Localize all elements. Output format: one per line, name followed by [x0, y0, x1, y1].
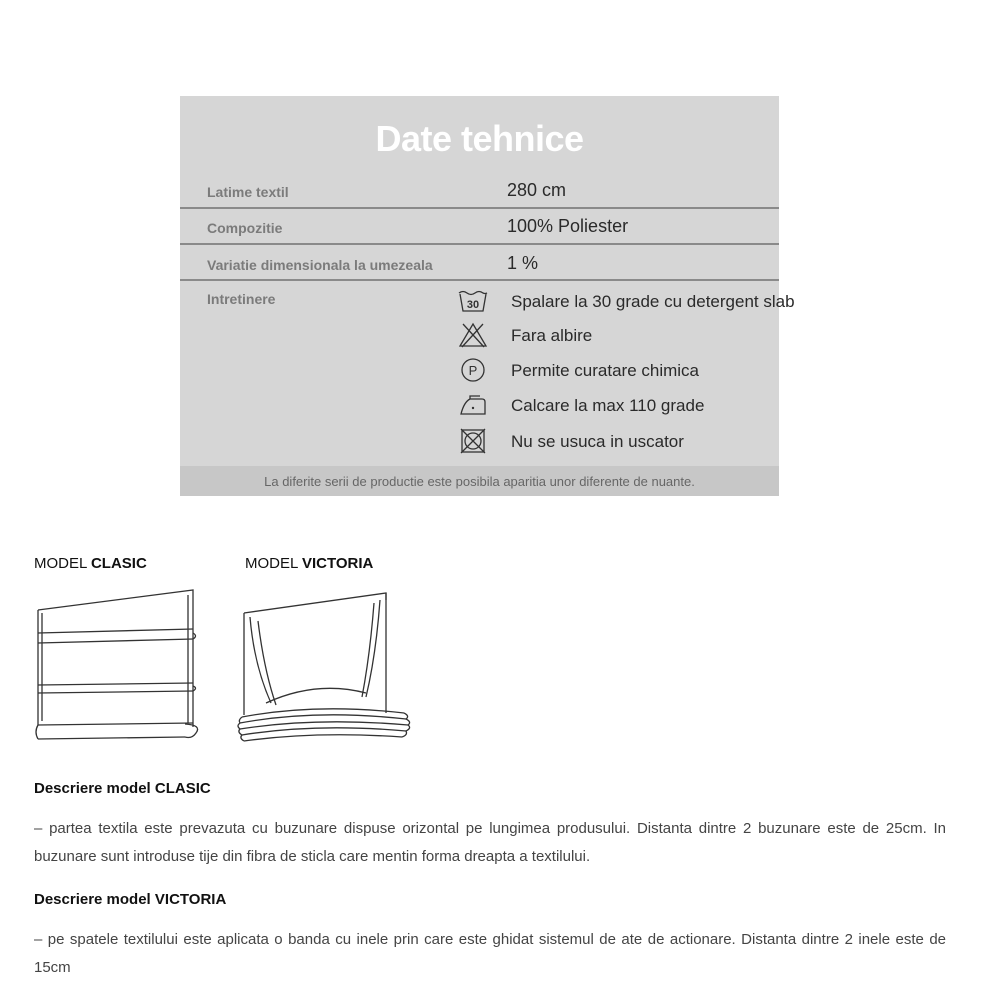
wash-temperature: 30	[466, 299, 480, 311]
care-text: Fara albire	[511, 326, 593, 345]
divider	[180, 279, 779, 281]
victoria-blind-illustration	[236, 585, 421, 760]
care-text: Spalare la 30 grade cu detergent slab	[511, 292, 795, 311]
model-prefix: MODEL	[245, 555, 298, 572]
victoria-description-text: – pe spatele textilului este aplicata o banda cu inele prin care este ghidat sistemul de ate de actionare. Distanta dintre 2 inele este de 15cm	[34, 931, 946, 976]
clasic-description-heading: Descriere model CLASIC	[34, 780, 211, 797]
no-tumble-dry-icon	[458, 426, 488, 456]
dry-clean-p-icon	[458, 355, 488, 385]
dry-clean-letter: P	[468, 363, 478, 378]
row-value: 280 cm	[507, 180, 567, 200]
row-label: Latime textil	[207, 184, 289, 200]
clasic-description-text: – partea textila este prevazuta cu buzunare dispuse orizontal pe lungimea produsului. Distanta dintre 2 buzunare este de 25cm. In buzunare sunt introduse tije din fibra de sticla care mentin forma dreapta a textilului.	[34, 820, 946, 865]
row-label: Compozitie	[207, 220, 283, 236]
row-label: Variatie dimensionala la umezeala	[207, 257, 433, 273]
table-title: Date tehnice	[375, 118, 584, 159]
footer-note: La diferite serii de productie este posibila aparitia unor diferente de nuante.	[264, 474, 695, 489]
model-name: VICTORIA	[301, 555, 374, 572]
divider	[180, 207, 779, 209]
row-label: Intretinere	[207, 291, 276, 307]
iron-icon	[458, 390, 488, 420]
no-bleach-icon	[458, 320, 488, 350]
table-footer	[180, 466, 779, 496]
clasic-blind-illustration	[30, 585, 205, 755]
row-value: 100% Poliester	[507, 216, 629, 236]
row-value: 1 %	[507, 253, 539, 273]
model-name: CLASIC	[90, 555, 147, 572]
model-prefix: MODEL	[34, 555, 87, 572]
technical-data-table	[180, 96, 795, 496]
wash-30-icon	[458, 286, 488, 316]
care-text: Calcare la max 110 grade	[511, 396, 705, 415]
victoria-description-heading: Descriere model VICTORIA	[34, 891, 227, 908]
model-victoria-title	[245, 555, 373, 572]
care-text: Nu se usuca in uscator	[511, 432, 684, 451]
divider	[180, 243, 779, 245]
care-text: Permite curatare chimica	[511, 361, 700, 380]
model-clasic-title	[34, 555, 147, 572]
